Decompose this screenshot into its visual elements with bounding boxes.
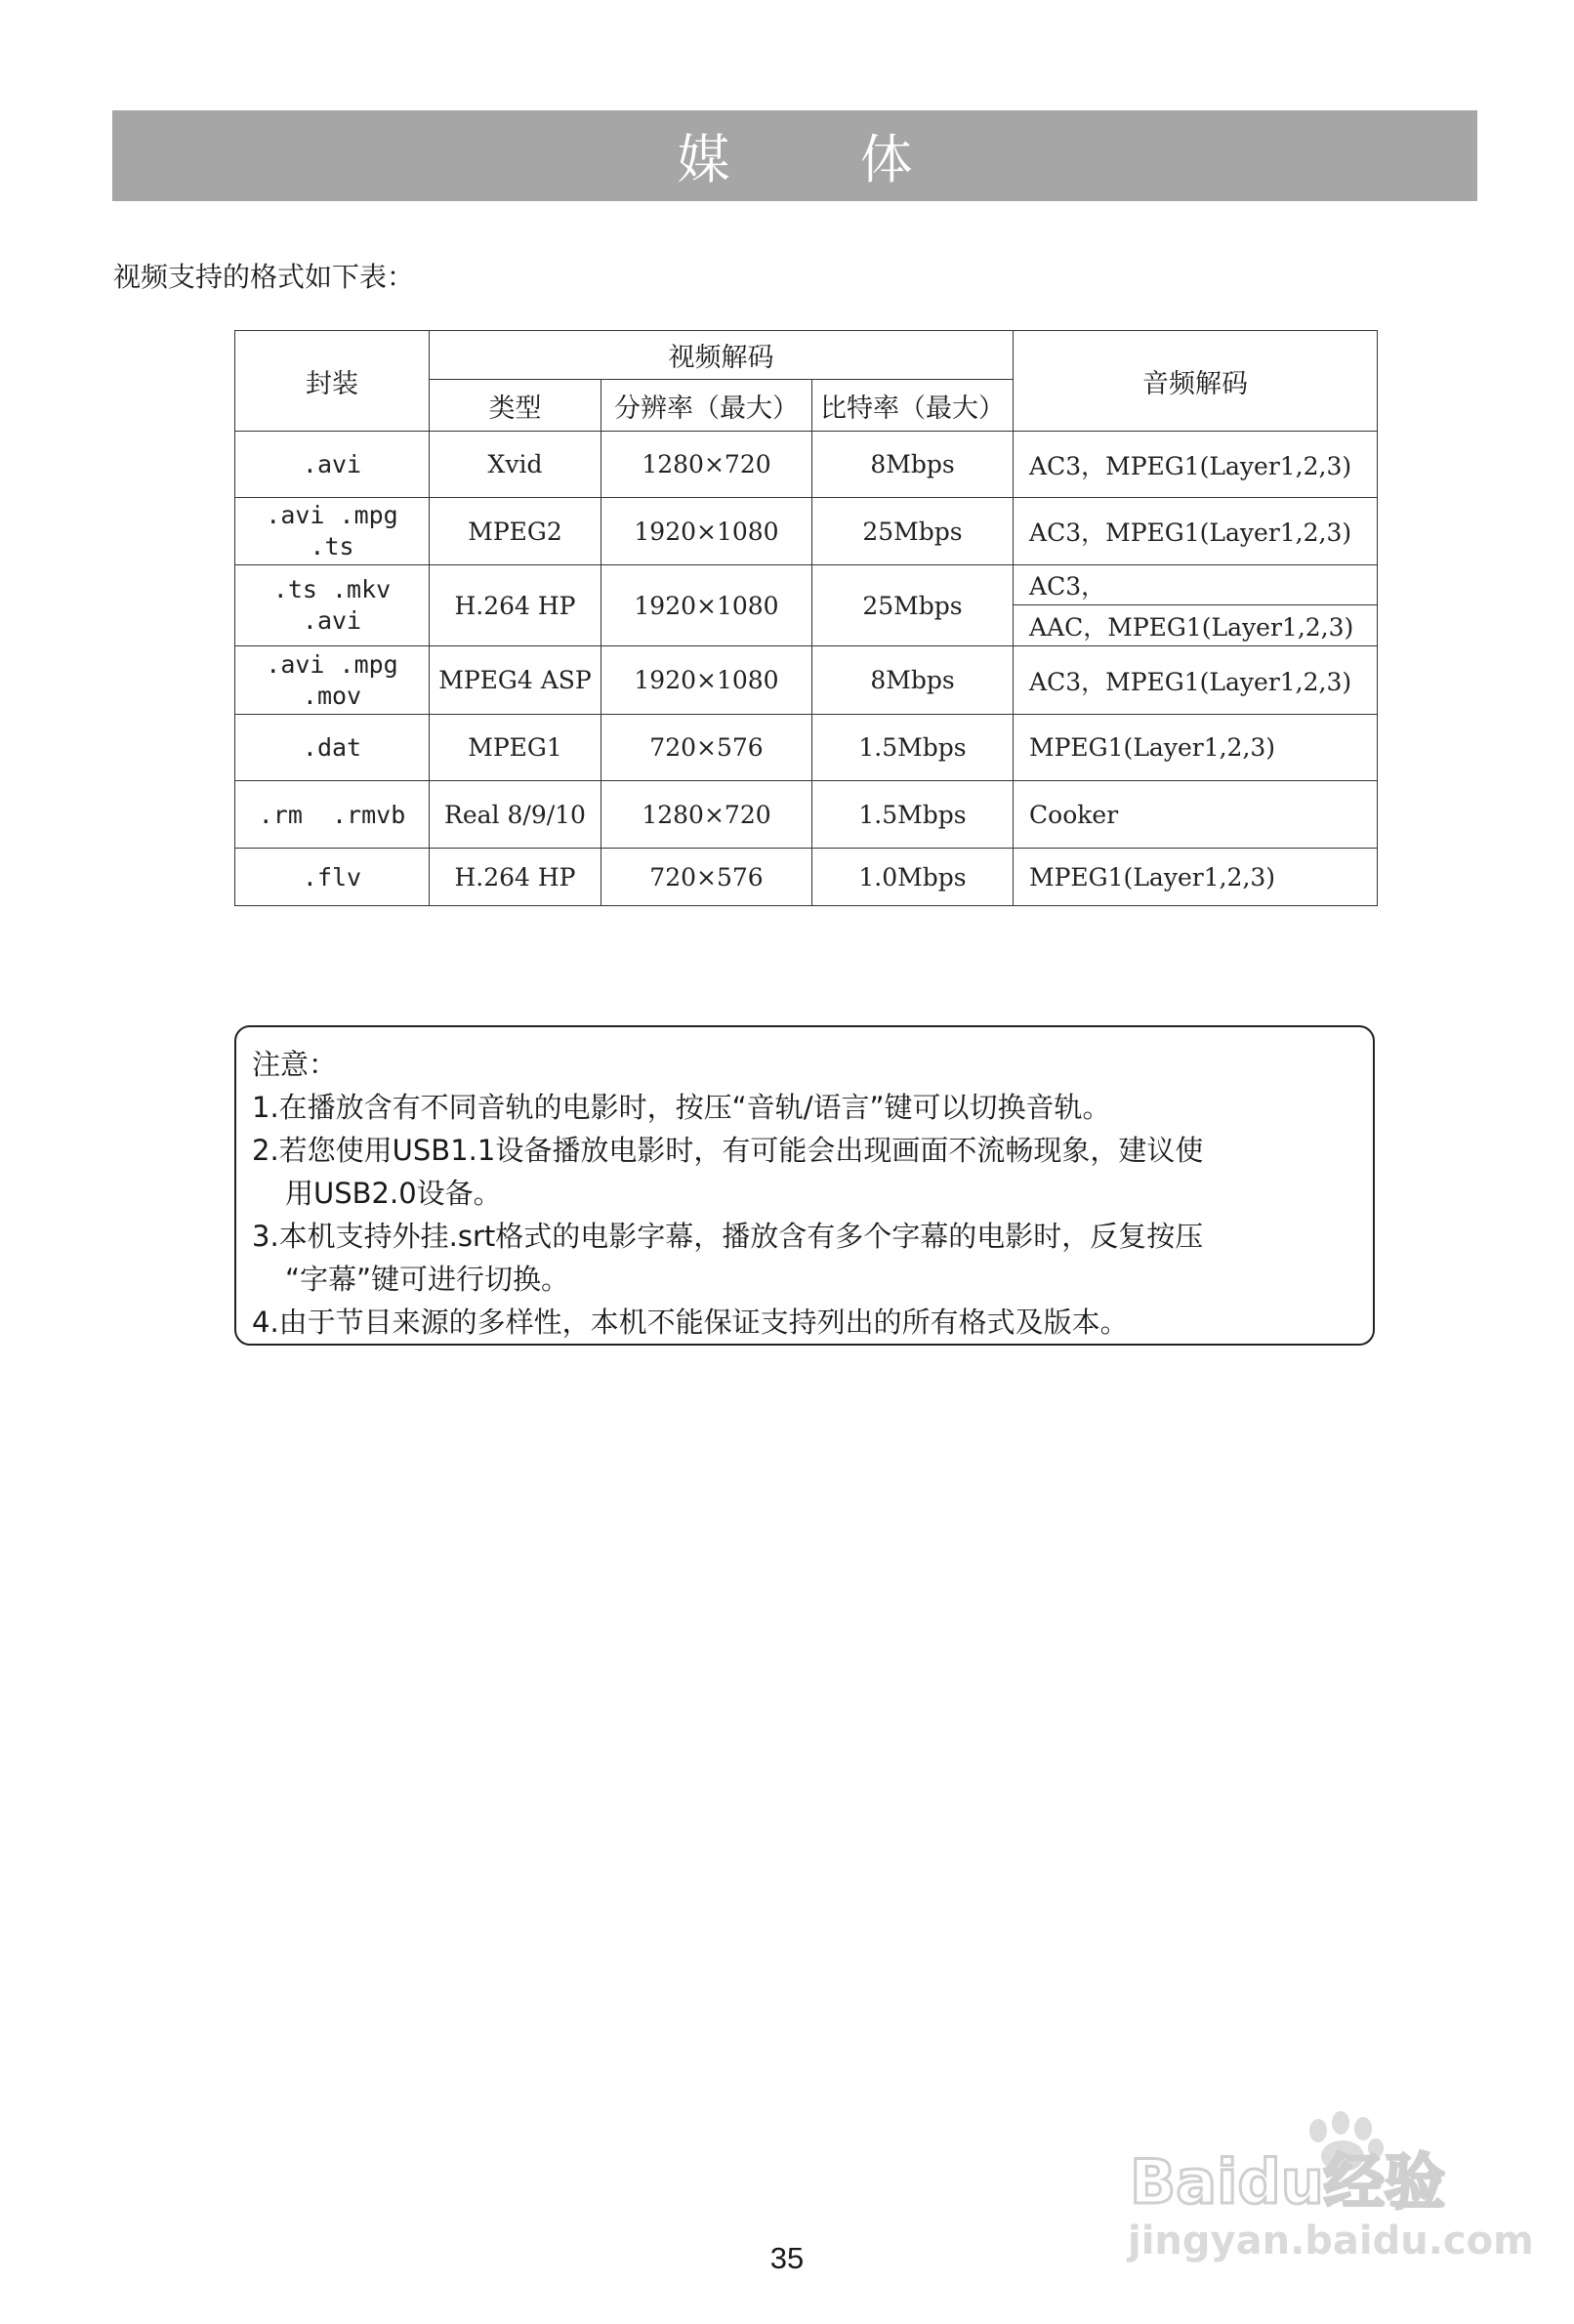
watermark-url: jingyan.baidu.com: [1128, 2219, 1534, 2263]
cell-audio: AC3，MPEG1(Layer1,2,3): [1014, 498, 1378, 565]
cell-container: [235, 565, 430, 646]
cell-audio: MPEG1(Layer1,2,3): [1014, 849, 1378, 906]
table-header-row: [235, 331, 1378, 380]
note-item: 2.若您使用USB1.1设备播放电影时，有可能会出现画面不流畅现象，建议使: [252, 1134, 1204, 1167]
container-line: .avi .mpg: [266, 501, 398, 529]
cell-audio: AAC，MPEG1(Layer1,2,3): [1014, 605, 1378, 646]
cell-type: MPEG4 ASP: [430, 646, 601, 715]
cell-resolution: 1280×720: [601, 781, 812, 849]
cell-type: H.264 HP: [430, 565, 601, 646]
table-row: [235, 432, 1378, 498]
title-banner: [112, 110, 1477, 201]
note-item: 4.由于节目来源的多样性，本机不能保证支持列出的所有格式及版本。: [252, 1306, 1129, 1339]
note-item-continuation: 用USB2.0设备。: [285, 1177, 502, 1210]
container-line: .ts .mkv: [272, 575, 392, 603]
cell-container: .rm .rmvb: [235, 781, 430, 849]
cell-resolution: 1920×1080: [601, 565, 812, 646]
cell-container: [235, 498, 430, 565]
table-row: [235, 565, 1378, 605]
cell-bitrate: 25Mbps: [812, 565, 1014, 646]
cell-bitrate: 25Mbps: [812, 498, 1014, 565]
container-line: .avi .mpg: [266, 649, 398, 679]
watermark-logo-text: Baidu经验: [1130, 2146, 1445, 2217]
table-row: [235, 498, 1378, 565]
cell-resolution: 720×576: [601, 849, 812, 906]
page-title: 媒 体: [677, 129, 970, 190]
header-resolution: 分辨率（最大）: [601, 380, 812, 432]
intro-text: 视频支持的格式如下表：: [113, 261, 415, 293]
cell-audio: AC3，MPEG1(Layer1,2,3): [1014, 646, 1378, 715]
cell-type: MPEG1: [430, 715, 601, 781]
table-row: [235, 781, 1378, 849]
cell-resolution: 1280×720: [601, 432, 812, 498]
container-line: .mov: [302, 681, 362, 710]
cell-type: H.264 HP: [430, 849, 601, 906]
cell-audio: MPEG1(Layer1,2,3): [1014, 715, 1378, 781]
notes-box: [234, 1025, 1375, 1346]
cell-bitrate: 8Mbps: [812, 432, 1014, 498]
header-bitrate: 比特率（最大）: [812, 380, 1014, 432]
container-line: .ts: [310, 532, 354, 560]
cell-resolution: 720×576: [601, 715, 812, 781]
cell-audio: Cooker: [1014, 781, 1378, 849]
note-item-continuation: “字幕”键可进行切换。: [285, 1263, 570, 1296]
cell-bitrate: 1.0Mbps: [812, 849, 1014, 906]
cell-bitrate: 1.5Mbps: [812, 781, 1014, 849]
header-video-decode: 视频解码: [430, 331, 1014, 380]
header-container: 封装: [235, 331, 430, 432]
cell-container: .flv: [235, 849, 430, 906]
header-type: 类型: [430, 380, 601, 432]
cell-container: .avi: [235, 432, 430, 498]
baidu-paw-logo-icon: [1128, 2109, 1499, 2217]
header-audio-decode: 音频解码: [1014, 331, 1378, 432]
notes-title: 注意：: [252, 1048, 338, 1081]
cell-container: .dat: [235, 715, 430, 781]
table-row: [235, 646, 1378, 715]
table-row: [235, 849, 1378, 906]
cell-resolution: 1920×1080: [601, 646, 812, 715]
note-item: 1.在播放含有不同音轨的电影时，按压“音轨/语言”键可以切换音轨。: [252, 1091, 1111, 1124]
container-line: .avi: [302, 606, 362, 635]
cell-resolution: 1920×1080: [601, 498, 812, 565]
cell-bitrate: 1.5Mbps: [812, 715, 1014, 781]
cell-bitrate: 8Mbps: [812, 646, 1014, 715]
cell-type: Real 8/9/10: [430, 781, 601, 849]
page-number: 35: [769, 2241, 805, 2275]
cell-type: Xvid: [430, 432, 601, 498]
table-row: [235, 715, 1378, 781]
cell-audio: AC3，MPEG1(Layer1,2,3): [1014, 432, 1378, 498]
cell-type: MPEG2: [430, 498, 601, 565]
cell-container: [235, 646, 430, 715]
format-table: [234, 330, 1378, 906]
cell-audio: AC3，: [1014, 565, 1378, 605]
note-item: 3.本机支持外挂.srt格式的电影字幕，播放含有多个字幕的电影时，反复按压: [252, 1220, 1204, 1253]
